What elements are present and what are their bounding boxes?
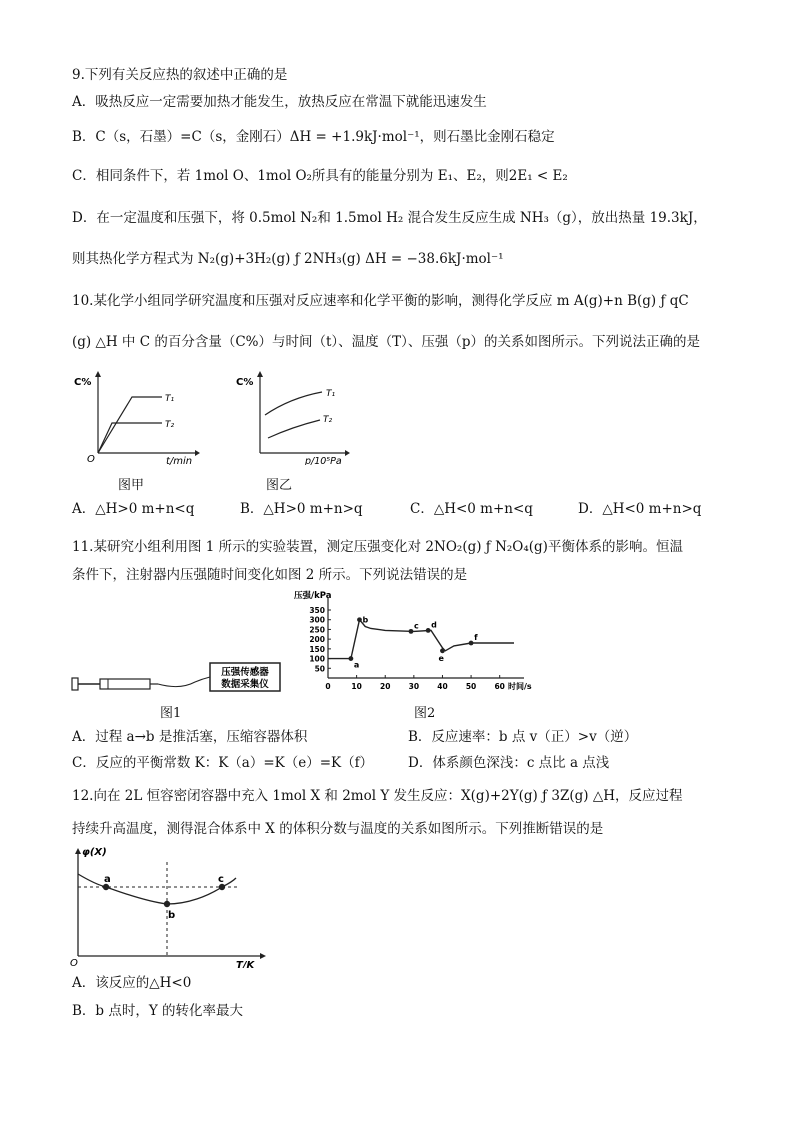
x-axis-arrow [260,953,266,959]
label-c: c [218,874,224,885]
q11-option-a: A．过程 a→b 是推活塞，压缩容器体积 [72,729,308,745]
curve-t1 [265,392,322,415]
sensor-box-line2: 数据采集仪 [221,679,269,690]
q9-stem: 9.下列有关反应热的叙述中正确的是 [72,67,288,83]
x-axis-arrow [195,450,200,456]
y-axis-arrow [75,848,81,854]
y-tick-label: 300 [309,615,325,625]
q9-option-d-line1: D．在一定温度和压强下，将 0.5mol N₂和 1.5mol H₂ 混合发生反应生成 NH₃（g），放出热量 19.3kJ， [72,210,707,226]
fig-jia-caption: 图甲 [118,478,145,493]
q9-option-b: B．C（s，石墨）=C（s，金刚石）ΔH = +1.9kJ·mol⁻¹，则石墨比金刚石稳定 [72,129,555,145]
pressure-curve [328,620,514,659]
q12-option-a: A．该反应的△H<0 [72,975,192,991]
label-b: b [168,910,176,921]
figure-1-apparatus [70,655,310,695]
figure-q12 [68,840,268,968]
y-axis-arrow [257,371,263,377]
fig-jia-ylabel: C% [74,377,92,388]
x-tick-label: 60 [494,682,505,691]
point-b [164,901,170,907]
x-axis-label: 时间/s [508,682,532,691]
y-axis-arrow [95,371,101,377]
fig-yi-label-t2: T₂ [323,415,333,425]
tube [158,677,210,687]
point-label-c: c [413,621,419,631]
x-tick-label: 0 [325,682,331,691]
q10-option-a: A．△H>0 m+n<q [72,501,195,517]
fig-yi-label-t1: T₁ [326,389,336,399]
x-tick-label: 10 [351,682,362,691]
y-tick-label: 350 [309,606,325,615]
phi-x-curve [78,874,236,904]
x-tick-label: 50 [465,682,477,691]
label-a: a [104,874,111,885]
x-axis-arrow [345,450,350,456]
fig-yi-caption: 图乙 [266,478,293,493]
fig-jia-label-t1: T₁ [165,394,175,404]
q9-option-d-line2: 则其热化学方程式为 N₂(g)+3H₂(g) ƒ 2NH₃(g) ΔH = −38.6kJ·mol⁻¹ [72,251,504,267]
q10-option-c: C．△H<0 m+n<q [410,501,533,517]
y-tick-label: 50 [314,664,325,674]
point-f [469,641,474,646]
y-axis-label: 压强/kPa [294,591,332,601]
figure-2-chart [292,588,540,700]
y-tick-label: 150 [309,644,325,654]
fig-yi-ylabel: C% [236,377,254,388]
x-tick-label: 40 [437,682,448,691]
q10-option-d: D．△H<0 m+n>q [578,501,702,517]
q12-origin: O [70,958,78,968]
sensor-box-line1: 压强传感器 [221,667,269,678]
q11-stem-line1: 11.某研究小组利用图 1 所示的实验装置，测定压强变化对 2NO₂(g) ƒ N₂O₄(g)平衡体系的影响。恒温 [72,539,683,555]
q11-option-b: B．反应速率：b 点 v（正）>v（逆） [408,729,638,745]
q11-option-c: C．反应的平衡常数 K：K（a）=K（e）=K（f） [72,755,374,771]
q11-stem-line2: 条件下，注射器内压强随时间变化如图 2 所示。下列说法错误的是 [72,567,468,583]
point-b [357,617,362,622]
point-label-e: e [438,653,444,663]
q11-option-d: D．体系颜色深浅：c 点比 a 点浅 [408,755,610,771]
fig1-caption: 图1 [160,706,182,721]
q9-option-c: C．相同条件下，若 1mol O、1mol O₂所具有的能量分别为 E₁、E₂，则2E₁ < E₂ [72,168,568,184]
y-tick-label: 100 [309,654,325,664]
x-tick-label: 20 [380,682,391,691]
point-label-d: d [431,620,437,630]
curve-t1 [98,397,162,453]
x-tick-label: 30 [408,682,420,691]
figure-jia [70,365,200,465]
q10-stem-line1: 10.某化学小组同学研究温度和压强对反应速率和化学平衡的影响，测得化学反应 m A(g)+n B(g) ƒ qC [72,293,689,309]
y-tick-label: 250 [309,625,325,635]
figure-yi [230,365,350,465]
fig-yi-xlabel: p/10⁵Pa [305,456,342,465]
q12-ylabel: φ(X) [82,847,107,858]
point-e [440,648,445,653]
point-label-f: f [474,633,478,643]
point-label-b: b [362,615,369,625]
y-tick-label: 200 [309,635,325,645]
q12-option-b: B．b 点时，Y 的转化率最大 [72,1003,244,1019]
plunger-handle [72,678,78,690]
q12-xlabel: T/K [236,960,255,968]
curve-t2 [268,420,320,438]
fig-jia-label-t2: T₂ [165,420,175,430]
fig-jia-origin: O [87,454,95,465]
point-d [426,628,431,633]
q12-stem-line2: 持续升高温度，测得混合体系中 X 的体积分数与温度的关系如图所示。下列推断错误的是 [72,821,604,837]
fig-jia-xlabel: t/min [166,456,193,465]
q12-stem-line1: 12.向在 2L 恒容密闭容器中充入 1mol X 和 2mol Y 发生反应：X(g)+2Y(g) ƒ 3Z(g) △H，反应过程 [72,788,683,804]
q10-option-b: B．△H>0 m+n>q [240,501,363,517]
point-label-a: a [353,660,360,670]
fig2-caption: 图2 [414,706,436,721]
q9-option-a: A．吸热反应一定需要加热才能发生，放热反应在常温下就能迅速发生 [72,94,487,110]
point-c [409,629,414,634]
point-a [348,656,353,661]
q10-stem-line2: (g) △H 中 C 的百分含量（C%）与时间（t）、温度（T）、压强（p）的关系如图所示。下列说法正确的是 [72,334,701,350]
